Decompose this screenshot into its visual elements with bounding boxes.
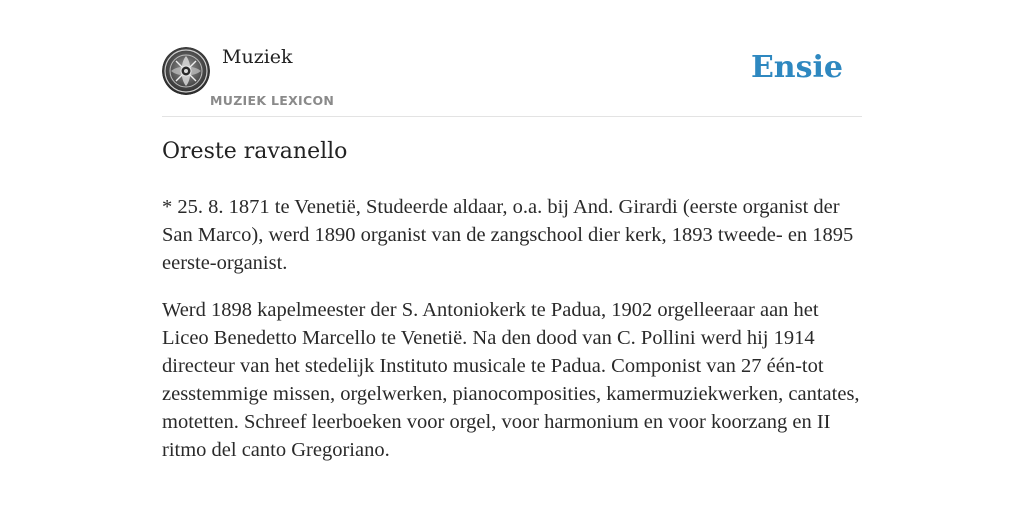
page-title: Oreste ravanello bbox=[162, 139, 348, 164]
category-avatar[interactable] bbox=[162, 47, 210, 95]
ornament-medallion-icon bbox=[162, 47, 210, 95]
article-body bbox=[162, 193, 862, 483]
article-paragraph-2: Werd 1898 kapelmeester der S. Antoniokerk te Padua, 1902 orgelleeraar aan het Liceo Benedetto Marcello te Venetië. Na den dood van C. Pollini werd hij 1914 directeur van het stedelijk Instituto musicale te Padua. Componist van 27 één-tot zesstemmige missen, orgelwerken, pianocomposities, kamermuziekwerken, cantates, motetten. Schreef leerboeken voor orgel, voor harmonium en voor koorzang en II ritmo del canto Gregoriano. bbox=[162, 299, 860, 461]
category-subtitle: MUZIEK LEXICON bbox=[210, 93, 335, 108]
ensie-logo-link[interactable]: Ensie bbox=[750, 50, 843, 85]
site-header bbox=[162, 44, 862, 117]
article-paragraph-1: * 25. 8. 1871 te Venetië, Studeerde aldaar, o.a. bij And. Girardi (eerste organist der San Marco), werd 1890 organist van de zangschool dier kerk, 1893 tweede- en 1895 eerste-organist. bbox=[162, 196, 854, 274]
category-link[interactable]: Muziek bbox=[222, 46, 293, 68]
